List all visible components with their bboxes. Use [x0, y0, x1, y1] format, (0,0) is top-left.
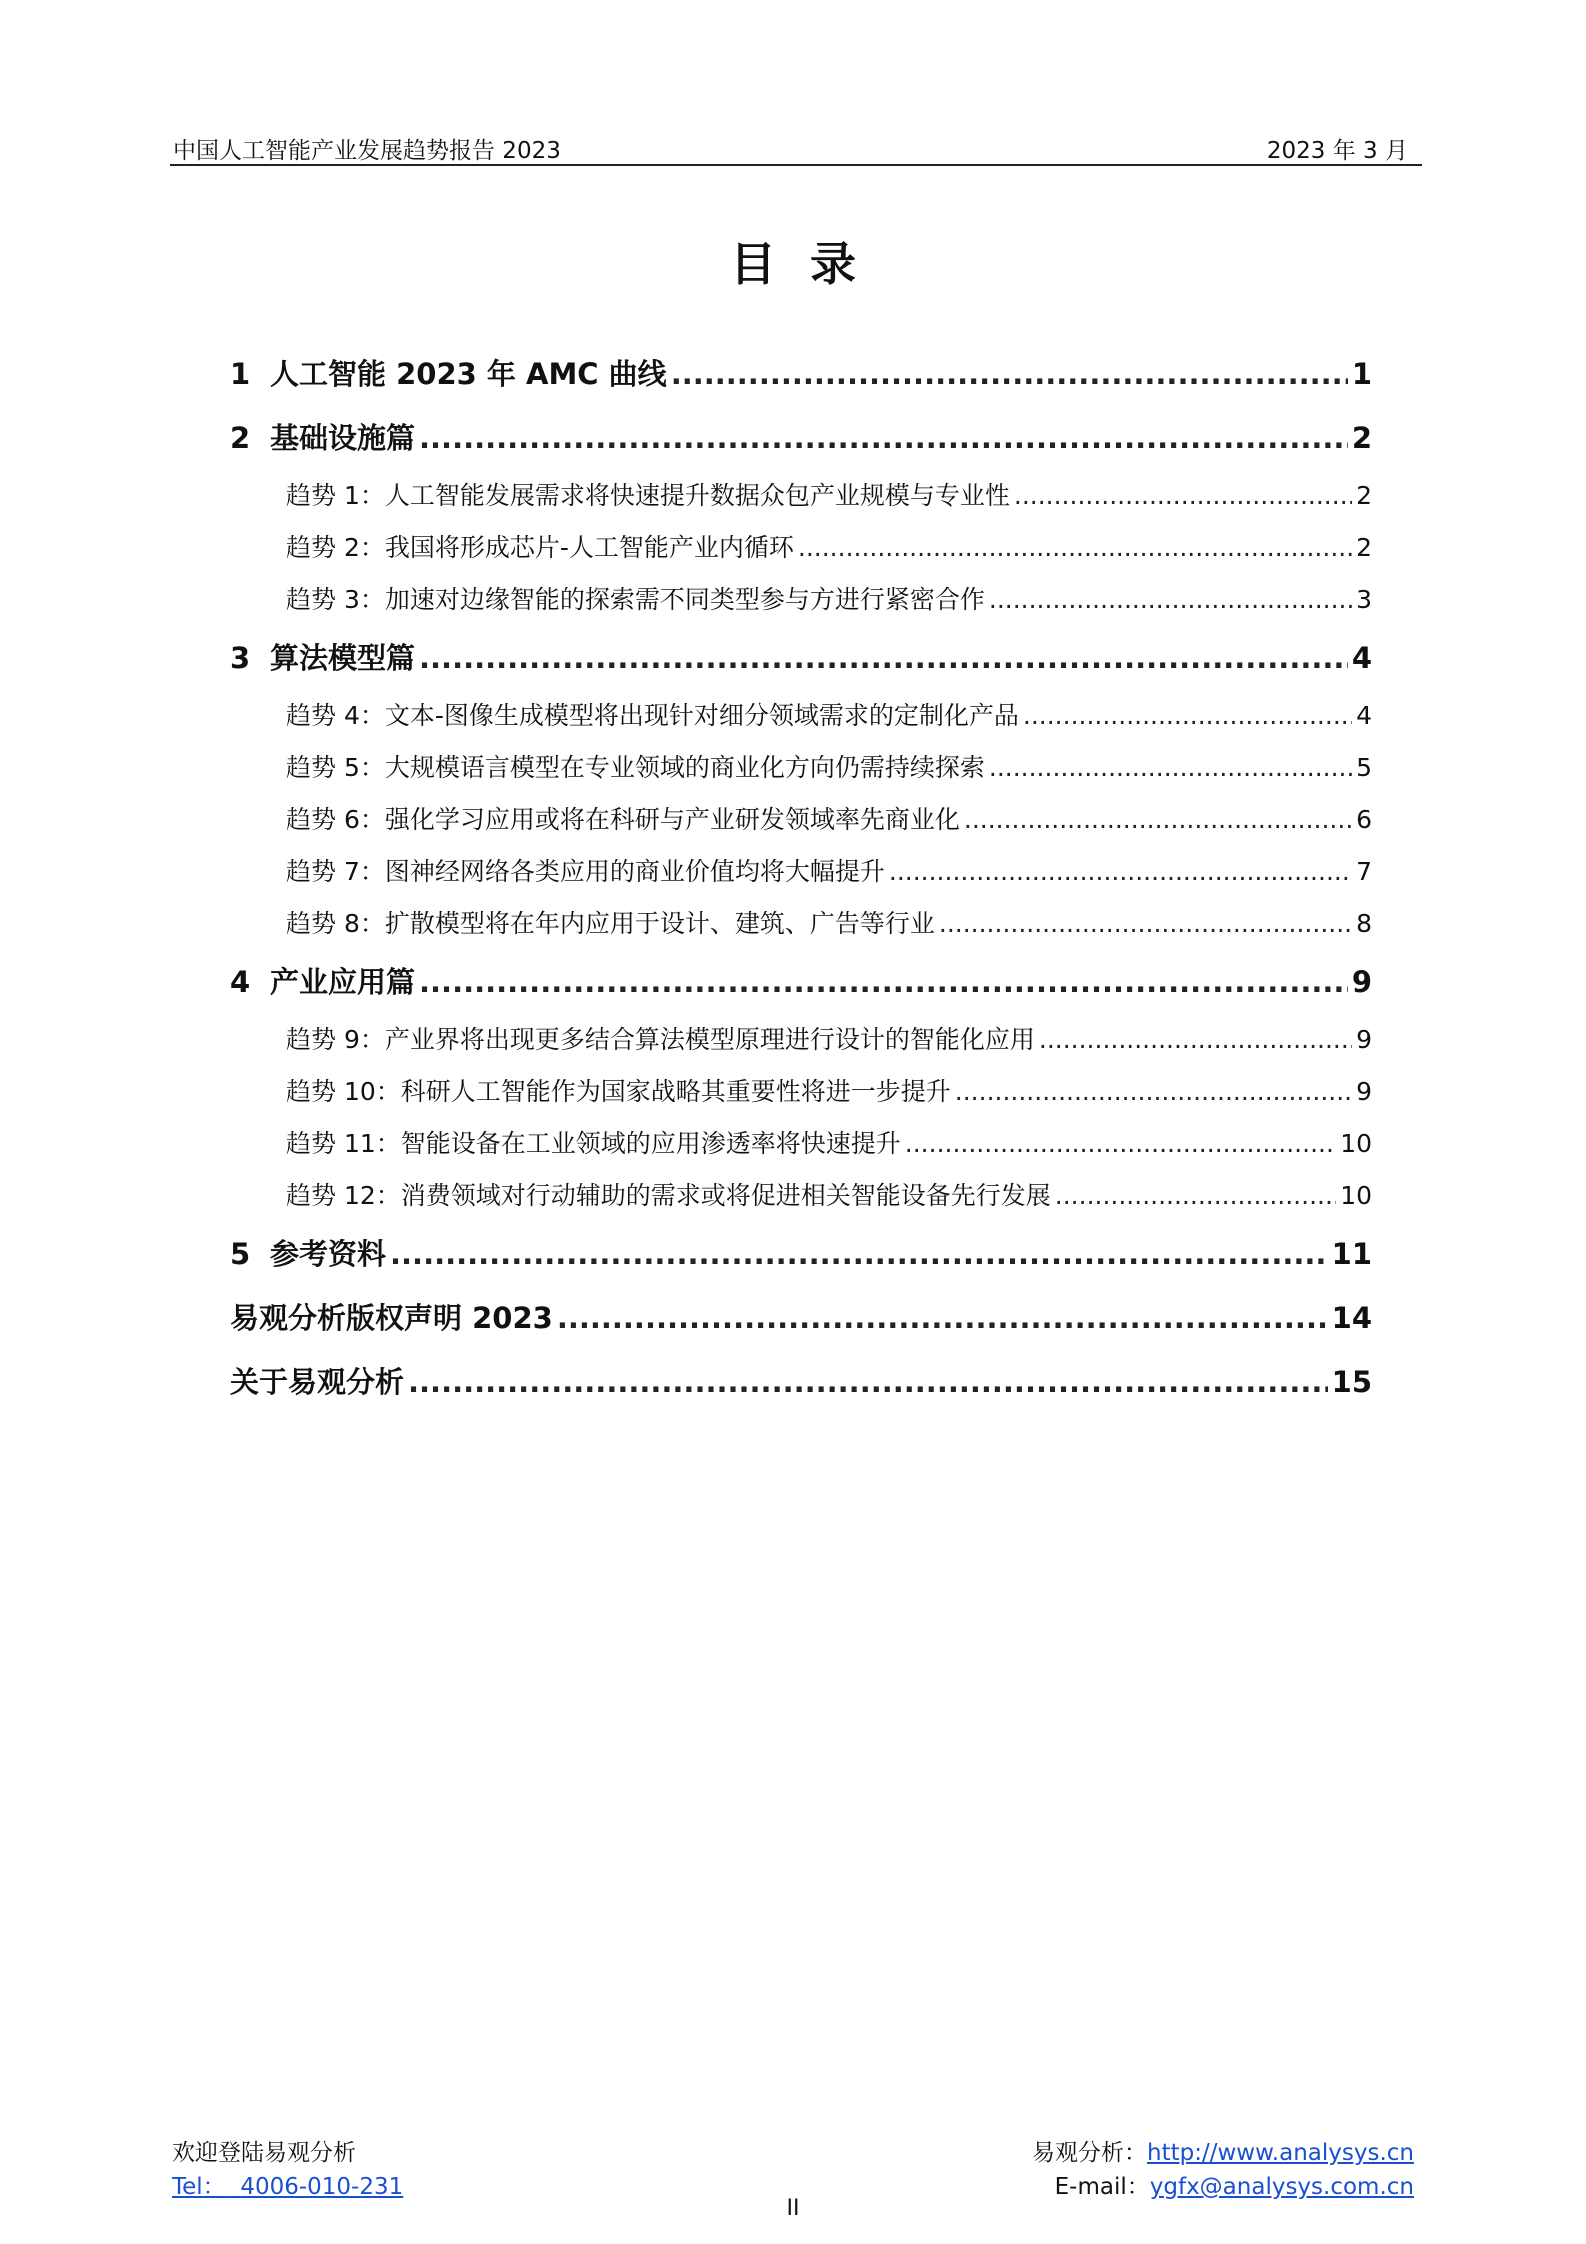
toc-entry-label: [286, 696, 1019, 732]
toc-entry-label: [286, 1072, 951, 1108]
toc-trend-entry[interactable]: [230, 1176, 1372, 1228]
toc-entry-text: 人工智能 2023 年 AMC 曲线: [270, 357, 667, 391]
toc-entry-text: 产业应用篇: [270, 965, 416, 999]
toc-dot-leader: [1055, 1181, 1336, 1210]
toc-entry-text: 强化学习应用或将在科研与产业研发领域率先商业化: [384, 805, 960, 834]
toc-dot-leader: [1014, 481, 1352, 510]
toc-dot-leader: [964, 805, 1352, 834]
toc-page-number: 10: [1340, 1181, 1372, 1210]
toc-entry-text: 易观分析版权声明 2023: [230, 1301, 553, 1335]
toc-page-number: 10: [1340, 1129, 1372, 1158]
toc-dot-leader: [408, 1365, 1328, 1399]
toc-section-entry[interactable]: [230, 960, 1372, 1020]
toc-page-number: 9: [1356, 1025, 1372, 1054]
toc-page-number: 9: [1356, 1077, 1372, 1106]
footer-site-label: 易观分析：: [1032, 2140, 1148, 2166]
toc-page-number: 11: [1331, 1237, 1372, 1271]
toc-entry-number: 趋势 6：: [286, 805, 385, 834]
toc-page-number: 6: [1356, 805, 1372, 834]
footer-right: [1032, 2136, 1414, 2204]
toc-entry-label: [230, 960, 415, 1001]
header-report-title: 中国人工智能产业发展趋势报告 2023: [173, 138, 561, 164]
toc-trend-entry[interactable]: [230, 800, 1372, 852]
toc-entry-text: 扩散模型将在年内应用于设计、建筑、广告等行业: [384, 909, 935, 938]
toc-section-entry[interactable]: [230, 416, 1372, 476]
toc-entry-text: 文本-图像生成模型将出现针对细分领域需求的定制化产品: [384, 701, 1019, 730]
toc-dot-leader: [939, 909, 1352, 938]
toc-entry-number: 3: [230, 641, 251, 675]
toc-entry-number: 趋势 4：: [286, 701, 385, 730]
footer-site-link[interactable]: http://www.analysys.cn: [1147, 2140, 1414, 2166]
toc-section-entry[interactable]: [230, 1360, 1372, 1420]
toc-entry-number: 趋势 1：: [286, 481, 385, 510]
toc-section-entry[interactable]: [230, 352, 1372, 412]
toc-entry-text: 加速对边缘智能的探索需不同类型参与方进行紧密合作: [384, 585, 985, 614]
toc-dot-leader: [989, 753, 1352, 782]
toc-section-entry[interactable]: [230, 636, 1372, 696]
footer-left: [172, 2136, 403, 2204]
toc-entry-number: 5: [230, 1237, 251, 1271]
toc-trend-entry[interactable]: [230, 528, 1372, 580]
table-of-contents: [230, 352, 1372, 1420]
toc-entry-label: [286, 1124, 901, 1160]
toc-entry-number: 1: [230, 357, 251, 391]
toc-entry-text: 消费领域对行动辅助的需求或将促进相关智能设备先行发展: [400, 1181, 1051, 1210]
toc-entry-number: 趋势 9：: [286, 1025, 385, 1054]
toc-entry-label: [286, 476, 1010, 512]
toc-entry-text: 智能设备在工业领域的应用渗透率将快速提升: [400, 1129, 901, 1158]
toc-page-number: 2: [1356, 533, 1372, 562]
toc-entry-number: 趋势 3：: [286, 585, 385, 614]
toc-entry-label: [230, 1232, 386, 1273]
toc-entry-label: [230, 1360, 404, 1401]
toc-entry-label: [230, 416, 415, 457]
toc-dot-leader: [1023, 701, 1352, 730]
toc-dot-leader: [889, 857, 1352, 886]
toc-page-number: 2: [1356, 481, 1372, 510]
toc-entry-number: 趋势 5：: [286, 753, 385, 782]
toc-dot-leader: [419, 641, 1348, 675]
toc-entry-label: [286, 580, 985, 616]
toc-trend-entry[interactable]: [230, 1072, 1372, 1124]
toc-section-entry[interactable]: [230, 1232, 1372, 1292]
toc-page-number: 4: [1351, 641, 1372, 675]
toc-trend-entry[interactable]: [230, 580, 1372, 632]
toc-page-number: 1: [1351, 357, 1372, 391]
toc-dot-leader: [419, 965, 1348, 999]
toc-entry-text: 我国将形成芯片-人工智能产业内循环: [384, 533, 794, 562]
toc-page-number: 4: [1356, 701, 1372, 730]
toc-dot-leader: [905, 1129, 1336, 1158]
toc-entry-number: 趋势 12：: [286, 1181, 401, 1210]
toc-entry-number: 趋势 2：: [286, 533, 385, 562]
toc-page-number: 3: [1356, 585, 1372, 614]
page-number: II: [786, 2196, 800, 2221]
toc-entry-text: 人工智能发展需求将快速提升数据众包产业规模与专业性: [384, 481, 1010, 510]
toc-entry-label: [286, 528, 794, 564]
header-date: 2023 年 3 月: [1266, 138, 1408, 164]
toc-entry-text: 关于易观分析: [230, 1365, 405, 1399]
toc-dot-leader: [955, 1077, 1352, 1106]
toc-dot-leader: [390, 1237, 1328, 1271]
toc-entry-text: 科研人工智能作为国家战略其重要性将进一步提升: [400, 1077, 951, 1106]
toc-entry-text: 基础设施篇: [270, 421, 416, 455]
footer-tel-value: 4006-010-231: [240, 2174, 404, 2200]
toc-entry-label: [286, 800, 960, 836]
toc-dot-leader: [798, 533, 1352, 562]
toc-dot-leader: [989, 585, 1352, 614]
toc-dot-leader: [671, 357, 1348, 391]
toc-page-number: 9: [1351, 965, 1372, 999]
footer-email-link[interactable]: ygfx@analysys.com.cn: [1149, 2174, 1414, 2200]
footer-email-label: E-mail：: [1054, 2174, 1150, 2200]
toc-entry-text: 图神经网络各类应用的商业价值均将大幅提升: [384, 857, 885, 886]
footer-tel-label: Tel：: [172, 2174, 226, 2200]
toc-trend-entry[interactable]: [230, 852, 1372, 904]
toc-entry-label: [286, 1176, 1051, 1212]
toc-title: 目录: [730, 237, 890, 291]
toc-entry-number: 趋势 8：: [286, 909, 385, 938]
page-header: [170, 130, 1422, 166]
toc-entry-number: 趋势 10：: [286, 1077, 401, 1106]
toc-trend-entry[interactable]: [230, 1124, 1372, 1176]
toc-page-number: 8: [1356, 909, 1372, 938]
toc-entry-label: [286, 748, 985, 784]
toc-entry-text: 产业界将出现更多结合算法模型原理进行设计的智能化应用: [384, 1025, 1035, 1054]
toc-entry-label: [286, 852, 885, 888]
toc-entry-number: 趋势 7：: [286, 857, 385, 886]
toc-entry-number: 4: [230, 965, 251, 999]
toc-page-number: 2: [1351, 421, 1372, 455]
toc-entry-label: [286, 1020, 1035, 1056]
toc-section-entry[interactable]: [230, 1296, 1372, 1356]
toc-trend-entry[interactable]: [230, 748, 1372, 800]
toc-entry-text: 算法模型篇: [270, 641, 416, 675]
toc-page-number: 5: [1356, 753, 1372, 782]
toc-page-number: 7: [1356, 857, 1372, 886]
footer-welcome: 欢迎登陆易观分析: [172, 2140, 356, 2166]
toc-trend-entry[interactable]: [230, 696, 1372, 748]
toc-dot-leader: [1039, 1025, 1352, 1054]
toc-entry-number: 2: [230, 421, 251, 455]
toc-page-number: 15: [1331, 1365, 1372, 1399]
toc-entry-label: [230, 636, 415, 677]
toc-dot-leader: [419, 421, 1348, 455]
toc-trend-entry[interactable]: [230, 904, 1372, 956]
toc-trend-entry[interactable]: [230, 1020, 1372, 1072]
toc-entry-label: [286, 904, 935, 940]
toc-page-number: 14: [1331, 1301, 1372, 1335]
toc-entry-text: 参考资料: [270, 1237, 387, 1271]
toc-entry-label: [230, 1296, 553, 1337]
toc-entry-label: [230, 352, 667, 393]
toc-entry-text: 大规模语言模型在专业领域的商业化方向仍需持续探索: [384, 753, 985, 782]
toc-entry-number: 趋势 11：: [286, 1129, 401, 1158]
toc-dot-leader: [557, 1301, 1328, 1335]
toc-trend-entry[interactable]: [230, 476, 1372, 528]
